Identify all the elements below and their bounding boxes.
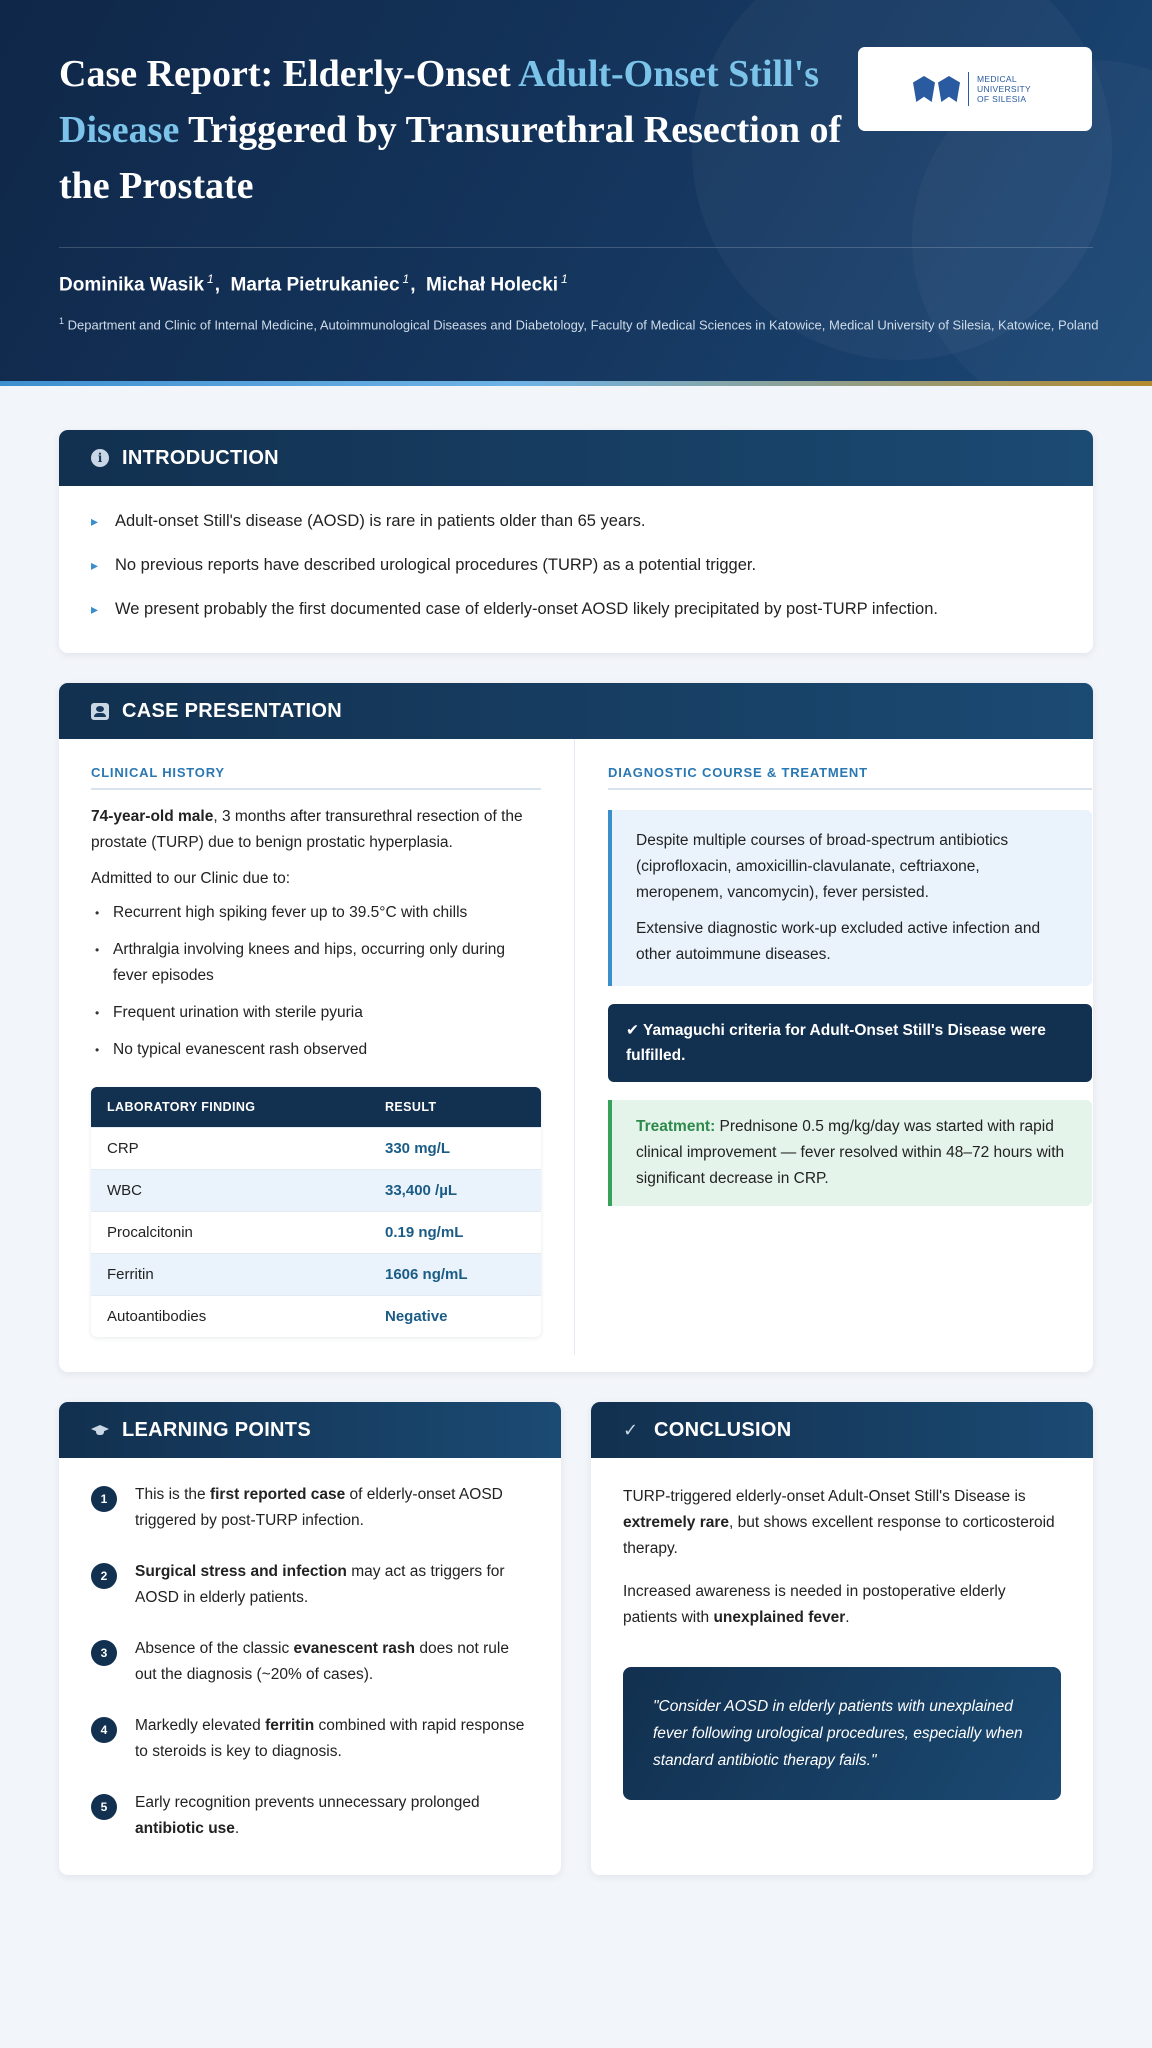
- title-part1: Case Report: Elderly-Onset: [59, 53, 519, 95]
- info-icon: i: [91, 449, 109, 467]
- point-text: may act as triggers for AOSD in elderly patients.: [135, 1563, 505, 1606]
- point-number: 1: [91, 1486, 117, 1512]
- university-logo: [858, 47, 1092, 131]
- laboratory-table: [91, 1087, 541, 1337]
- header-accent-line: [0, 381, 1152, 386]
- introduction-header: [59, 430, 1093, 486]
- introduction-list: [59, 486, 1093, 642]
- lab-finding: Procalcitonin: [91, 1211, 369, 1253]
- patient-description: [91, 804, 541, 856]
- logo-line: OF SILESIA: [977, 94, 1027, 104]
- point-text: This is the: [135, 1486, 210, 1503]
- list-item: [91, 1636, 533, 1688]
- point-emphasis: ferritin: [265, 1717, 315, 1734]
- list-item: • Recurrent high spiking fever up to 39.5°C with chills: [91, 900, 541, 926]
- point-number: 4: [91, 1717, 117, 1743]
- treatment-box: [608, 1100, 1092, 1206]
- list-item: [91, 1790, 533, 1842]
- table-row: [91, 1211, 541, 1253]
- column-divider: [574, 739, 575, 1355]
- lab-finding: Autoantibodies: [91, 1295, 369, 1337]
- list-item: • Arthralgia involving knees and hips, occurring only during fever episodes: [91, 937, 541, 989]
- lab-result: 330 mg/L: [369, 1127, 541, 1169]
- conclusion-header: [591, 1402, 1093, 1458]
- author-name: Dominika Wasik: [59, 274, 205, 296]
- affiliation-text: Department and Clinic of Internal Medicine, Autoimmunological Diseases and Diabetology, Faculty of Medical Sciences in Katowice, Medical University of Silesia, Katowice, Poland: [67, 317, 1099, 333]
- conclusion-quote: "Consider AOSD in elderly patients with unexplained fever following urological procedures, especially when standard antibiotic therapy fails.": [623, 1667, 1061, 1800]
- introduction-card: [59, 430, 1093, 653]
- conclusion-heading: CONCLUSION: [654, 1418, 792, 1441]
- lab-result: Negative: [369, 1295, 541, 1337]
- treatment-text: Prednisone 0.5 mg/kg/day was started with rapid clinical improvement — fever resolved within 48–72 hours with significant decrease in CRP.: [636, 1118, 1065, 1187]
- learning-points-heading: LEARNING POINTS: [122, 1418, 311, 1441]
- learning-points-header: [59, 1402, 561, 1458]
- point-text: .: [234, 1820, 240, 1837]
- table-row: [91, 1253, 541, 1295]
- author-affil-mark: 1: [561, 272, 568, 286]
- poster-header: [0, 0, 1152, 386]
- conclusion-text: TURP-triggered elderly-onset Adult-Onset Still's Disease is: [623, 1488, 1026, 1505]
- conclusion-text: .: [845, 1609, 850, 1626]
- lab-finding: WBC: [91, 1169, 369, 1211]
- admission-reason: Admitted to our Clinic due to:: [91, 870, 291, 887]
- learning-points-card: [59, 1402, 561, 1875]
- clinical-history-label: CLINICAL HISTORY: [91, 765, 541, 790]
- title-highlight: Adult-Onset Still's Disease: [59, 53, 819, 151]
- conclusion-paragraph: [623, 1579, 1061, 1631]
- point-number: 2: [91, 1563, 117, 1589]
- point-text: does not rule out the diagnosis (~20% of cases).: [135, 1640, 509, 1683]
- column-header: RESULT: [369, 1087, 541, 1127]
- point-text: of elderly-onset AOSD triggered by post-TURP infection.: [135, 1486, 503, 1529]
- graduation-cap-icon: [91, 1423, 109, 1437]
- point-text: Early recognition prevents unnecessary prolonged: [135, 1794, 480, 1811]
- list-item: [91, 1713, 533, 1765]
- lab-result: 0.19 ng/mL: [369, 1211, 541, 1253]
- id-card-icon: [91, 703, 109, 720]
- yamaguchi-criteria-box: ✔ Yamaguchi criteria for Adult-Onset Still's Disease were fulfilled.: [608, 1004, 1092, 1082]
- poster-title: [59, 46, 849, 214]
- check-icon: ✓: [623, 1419, 639, 1441]
- conclusion-text: , but shows excellent response to corticosteroid therapy.: [623, 1514, 1055, 1557]
- treatment-label: Treatment:: [636, 1118, 716, 1135]
- table-row: [91, 1169, 541, 1211]
- author-affil-mark: 1: [402, 272, 410, 286]
- list-item: ▸ No previous reports have described urological procedures (TURP) as a potential trigger.: [91, 554, 1061, 598]
- point-emphasis: evanescent rash: [293, 1640, 416, 1657]
- symptom-list: [91, 900, 541, 1063]
- case-presentation-header: [59, 683, 1093, 739]
- case-presentation-heading: CASE PRESENTATION: [122, 699, 342, 722]
- table-header-row: [91, 1087, 541, 1127]
- diagnostic-text: Despite multiple courses of broad-spectrum antibiotics (ciprofloxacin, amoxicillin-clavulanate, ceftriaxone, meropenem, vancomycin), fever persisted.: [636, 832, 1009, 901]
- conclusion-emphasis: unexplained fever: [713, 1609, 846, 1626]
- diagnostic-text: Extensive diagnostic work-up excluded active infection and other autoimmune diseases.: [636, 920, 1041, 963]
- list-item: • No typical evanescent rash observed: [91, 1037, 541, 1063]
- patient-age-sex: 74-year-old male: [91, 808, 214, 825]
- author-affil-mark: 1: [207, 272, 214, 286]
- diagnostic-column: [608, 765, 1092, 1206]
- logo-text: [977, 74, 1037, 104]
- point-text: Absence of the classic: [135, 1640, 294, 1657]
- lab-finding: CRP: [91, 1127, 369, 1169]
- conclusion-card: [591, 1402, 1093, 1875]
- point-number: 5: [91, 1794, 117, 1820]
- logo-divider: [968, 72, 969, 106]
- point-text: Markedly elevated: [135, 1717, 266, 1734]
- author-list: Dominika Wasik $^1$, Marta Pietrukaniec $^1$, Michał Holecki $^1$: [59, 272, 568, 296]
- conclusion-emphasis: extremely rare: [623, 1514, 729, 1531]
- learning-points-list: [59, 1458, 561, 1842]
- point-emphasis: first reported case: [209, 1486, 346, 1503]
- patient-description-text: , 3 months after transurethral resection of the prostate (TURP) due to benign prostatic hyperplasia.: [91, 808, 523, 851]
- point-emphasis: antibiotic use: [135, 1820, 235, 1837]
- eagle-emblem-icon: [913, 76, 960, 102]
- affiliation: [59, 312, 1099, 334]
- case-presentation-card: [59, 683, 1093, 1372]
- conclusion-text: Increased awareness is needed in postoperative elderly patients with: [623, 1583, 1006, 1626]
- point-emphasis: Surgical stress and infection: [135, 1563, 347, 1580]
- conclusion-body: [591, 1458, 1093, 1800]
- affiliation-mark: 1: [59, 316, 65, 326]
- list-item: [91, 1559, 533, 1611]
- conclusion-paragraph: [623, 1484, 1061, 1562]
- logo-line: MEDICAL: [977, 74, 1017, 84]
- diagnostic-label: DIAGNOSTIC COURSE & TREATMENT: [608, 765, 1092, 790]
- list-item: ▸ We present probably the first documented case of elderly-onset AOSD likely precipitated by post-TURP infection.: [91, 598, 1061, 642]
- column-header: LABORATORY FINDING: [91, 1087, 369, 1127]
- lab-result: 33,400 /µL: [369, 1169, 541, 1211]
- table-row: [91, 1295, 541, 1337]
- diagnostic-course-box: [608, 810, 1092, 986]
- table-row: [91, 1127, 541, 1169]
- clinical-history-column: [91, 765, 541, 1337]
- title-part2: Triggered by Transurethral Resection of the Prostate: [59, 109, 842, 207]
- author-name: Michał Holecki: [426, 274, 559, 296]
- point-text: combined with rapid response to steroids is key to diagnosis.: [135, 1717, 525, 1760]
- list-item: [91, 1482, 533, 1534]
- author-name: Marta Pietrukaniec: [230, 274, 400, 296]
- list-item: • Frequent urination with sterile pyuria: [91, 1000, 541, 1026]
- lab-finding: Ferritin: [91, 1253, 369, 1295]
- introduction-heading: INTRODUCTION: [122, 446, 279, 469]
- lab-result: 1606 ng/mL: [369, 1253, 541, 1295]
- header-divider: [59, 247, 1093, 248]
- list-item: ▸ Adult-onset Still's disease (AOSD) is rare in patients older than 65 years.: [91, 510, 1061, 554]
- point-number: 3: [91, 1640, 117, 1666]
- logo-line: UNIVERSITY: [977, 84, 1032, 94]
